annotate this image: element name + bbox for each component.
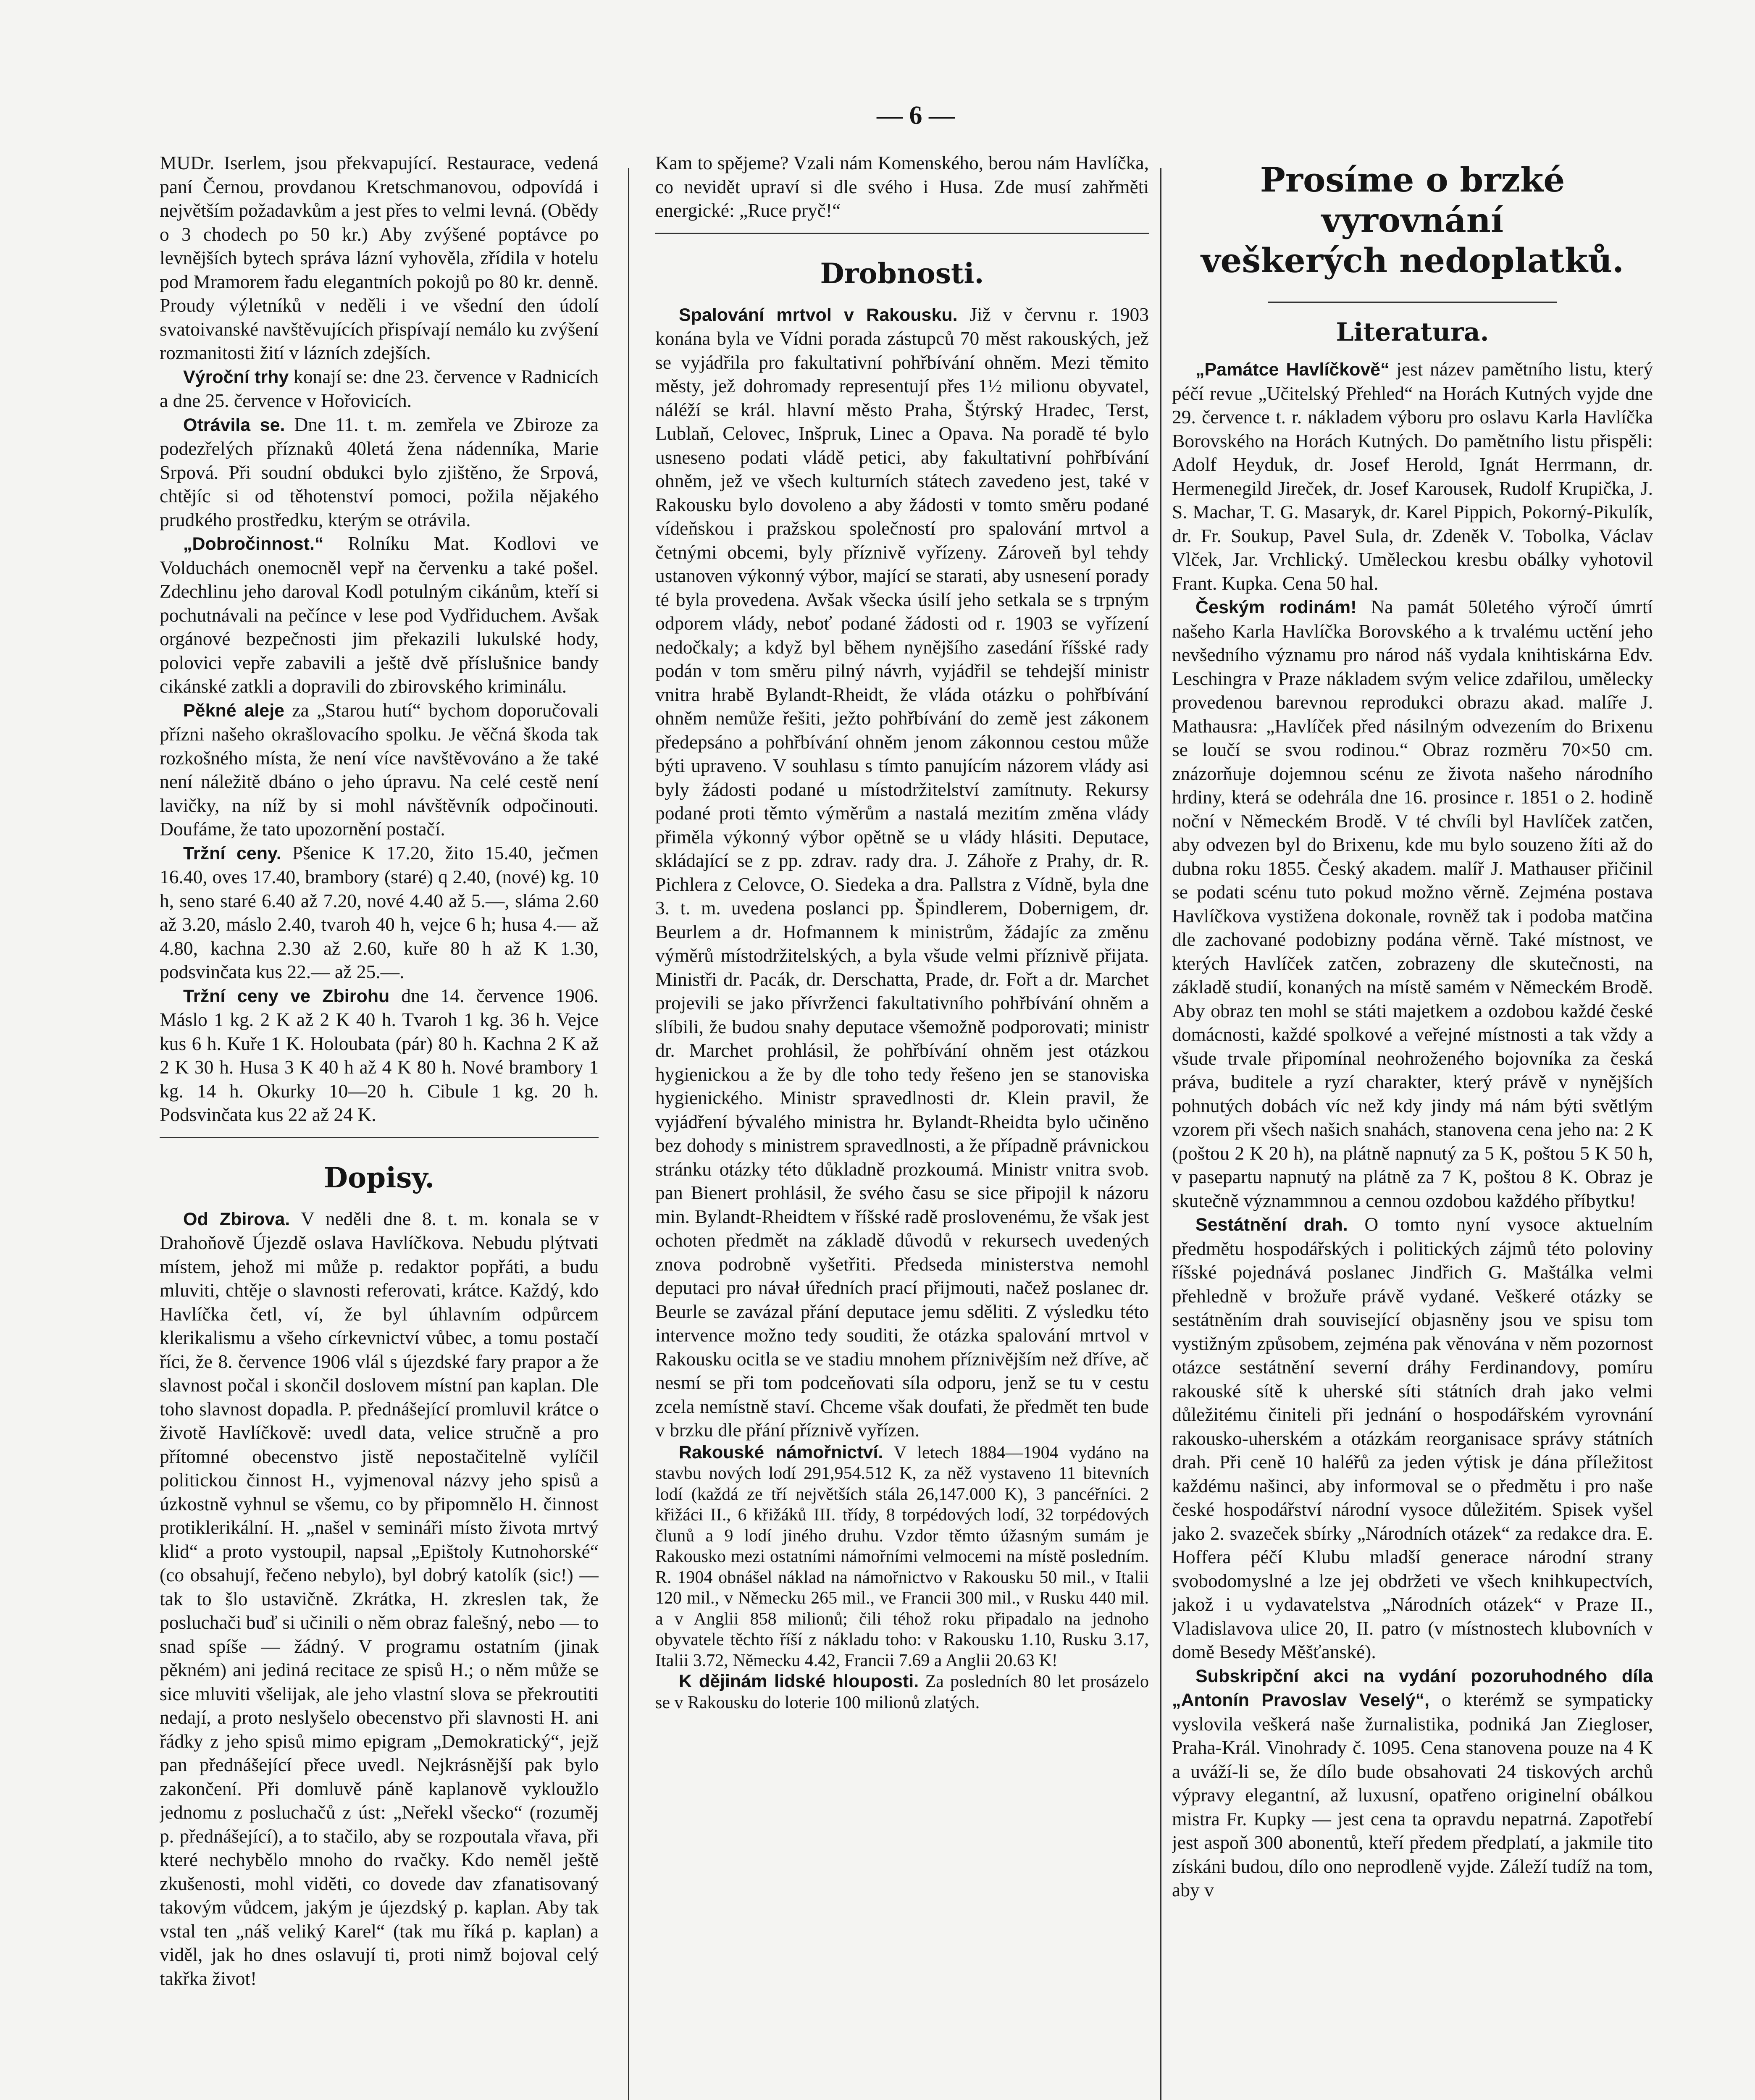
notice-headline-line2: veškerých nedoplatků. — [1201, 241, 1624, 280]
article-body: za „Starou hutí“ bychom doporučovali přízni našeho okrašlovacího spolku. Je věčná škoda tak rozkošného místa, že není více navštěvováno a že také není náležitě dbáno o jeho úpravu. Na celé cestě není lavičky, na níž by si mohl návštěvník odpočinouti. Doufáme, že tato upozornění postačí. — [160, 699, 599, 840]
article-body: Rolníku Mat. Kodlovi ve Volduchách onemocněl vepř na červenku a také pošel. Zdechlinu jeho daroval Kodl potulným cikánům, kteří si pochutnávali na pečínce v lese pod Vydřiduchem. Avšak orgánové bezpečnosti jim překazili lukulské hody, polovici vepře zabavili a ještě dvě příslušnice bandy cikánské zatkli a dopravili do zbirovského kriminálu. — [160, 533, 599, 697]
article-body: o kterémž se sympaticky vyslovila veškerá naše žurnalistika, podniká Jan Ziegloser, Praha-Král. Vinohrady č. 1095. Cena stanovena pouze na 4 K a uváží-li se, že dílo bude obsahovati 24 tiskových archů výpravy elegantní, až luxusní, opatřeno originelní obálkou mistra Fr. Kupky — jest cena ta opravdu nepatrná. Zapotřebí jest aspoň 300 abonentů, kteří předem předplatí, a jakmile tito získáni budou, dílo ono neprodleně vyjde. Záleží tudíž na tom, aby v — [1172, 1689, 1653, 1900]
article-body: jest název pamětního listu, který péčí revue „Učitelský Přehled“ na Horách Kutných vyjde dne 29. července t. r. nákladem výboru pro oslavu Karla Havlíčka Borovského na Horách Kutných. Do pamětního listu přispěli: Adolf Heyduk, dr. Josef Herold, Ignát Herrmann, dr. Hermenegild Jireček, dr. Josef Karousek, Rudolf Krupička, J. S. Machar, T. G. Masaryk, dr. Karel Pippich, Pokorný-Pikulík, dr. Fr. Soukup, Pavel Sula, dr. Zdeněk V. Tobolka, Václav Vlček, Jar. Vrchlický. Uměleckou kresbu obálky vyhotovil Frant. Kupka. Cena 50 hal. — [1172, 358, 1653, 594]
article-trzni-ceny — [160, 841, 599, 984]
notice-headline — [1172, 160, 1653, 281]
article-lead: Rakouské námořnictví. — [679, 1442, 883, 1462]
article-lead: Pěkné aleje — [183, 700, 285, 721]
article-sestatneni-drah — [1172, 1213, 1653, 1664]
article-restaurace: MUDr. Iserlem, jsou překvapující. Restaurace, vedená paní Černou, provdanou Kretschmanovou, odpovídá i největším požadavkům a jest přes to velmi levná. (Obědy o 3 chodech po 50 kr.) Aby zvýšené poptávce po levnějších bytech správa lázní vyhověla, zřídila v hotelu pod Mramorem řadu elegantních pokojů po 80 kr. denně. Proudy výletníků v neděli i ve všední den údolí svatoivanské navštěvujících přispívají nemálo ku zvýšení rozmanitosti žití v lázních zdejších. — [160, 152, 599, 363]
article-lead: „Dobročinnost.“ — [183, 534, 324, 554]
article-body: V letech 1884—1904 vydáno na stavbu nových lodí 291,954.512 K, za něž vystaveno 11 bitevních lodí (každá ze tří největších stála 26,147.000 K), 3 pancéřníci. 2 křižáci II., 6 křižáků III. třídy, 8 torpédových lodí, 32 torpédových člunů a 9 lodí jiného druhu. Vzdor těmto úžasným sumám je Rakousko mezi ostatními námořními velmocemi na místě posledním. R. 1904 obnášel náklad na námořnictvo v Rakousku 50 mil., v Italii 120 mil., v Německu 265 mil., ve Francii 300 mil., v Rusku 440 mil. a v Anglii 858 milionů; čili téhož roku připadalo na jednoho obyvatele těchto říší z nákladu toho: v Rakousku 1.10, Rusku 3.17, Italii 3.72, Německu 4.42, Francii 7.69 a Anglii 20.63 K! — [655, 1443, 1149, 1670]
article-lead: Sestátnění drah. — [1195, 1215, 1348, 1235]
article-lead: Českým rodinám! — [1195, 597, 1357, 617]
section-divider — [655, 233, 1149, 234]
page-number: — 6 — — [877, 101, 955, 130]
article-subskripcni-akce — [1172, 1664, 1653, 1902]
article-trzni-ceny-zbiroh — [160, 984, 599, 1127]
section-heading-dopisy: Dopisy. — [323, 1161, 435, 1194]
article-lead: Od Zbirova. — [183, 1209, 290, 1229]
article-body: Na památ 50letého výročí úmrtí našeho Karla Havlíčka Borovského a k trvalému uctění jeho nevšedního významu pro národ náš vydala knihtiskárna Edv. Leschingra v Praze nákladem svým velice zdařilou, umělecky provedenou barevnou reprodukci obrazu akad. malíře J. Mathausra: „Havlíček před násilným odvezením do Brixenu se loučí se svou rodinou.“ Obraz rozměru 70×50 cm. znázorňuje dojemnou scénu ze života našeho národního hrdiny, která se odehrála dne 16. prosince r. 1851 o 2. hodině noční v Německém Brodě. V té chvíli byl Havlíček zatčen, aby odvezen byl do Brixenu, kde mu bylo souzeno žíti až do dubna roku 1855. Český akadem. malíř J. Mathauser přičinil se podati scénu tuto pokud možno věrně. Zejména postava Havlíčkova vystižena dokonale, rovněž tak i podoba matčina dle zachované podobizny podána věrně. Také místnost, ve kterých Havlíček zatčen, zobrazeny dle skutečnosti, na základě studií, konaných na místě samém v Německém Brodě. Aby obraz ten mohl se státi majetkem a ozdobou každé české domácnosti, každé spolkové a veřejné místnosti a tak vždy a všude trvale připomínal neohroženého bojovníka za česká práva, buditele a ryzí charakter, který právě v nynějších pohnutých dobách víc než kdy jindy má nám býti světlým vzorem při všech našich snahách, stanovena cena jeho na: 2 K (poštou 2 K 20 h), na plátně napnutý za 5 K, poštou 5 K 50 h, v pasepartu napnutý na plátně za 7 K, poštou 8 K. Obraz je skutečně význammnou a cennou ozdobou každého příbytku! — [1172, 596, 1653, 1211]
article-body: dne 14. července 1906. Máslo 1 kg. 2 K až 2 K 40 h. Tvaroh 1 kg. 36 h. Vejce kus 6 h. Kuře 1 K. Holoubata (pár) 80 h. Kachna 2 K až 2 K 30 h. Husa 3 K 40 h až 4 K 80 h. Nové brambory 1 kg. 14 h. Okurky 10—20 h. Cibule 1 kg. 20 h. Podsvinčata kus 22 až 24 K. — [160, 984, 599, 1125]
article-body: Pšenice K 17.20, žito 15.40, ječmen 16.40, oves 17.40, brambory (staré) q 2.40, (nové) kg. 10 h, seno staré 6.40 až 7.20, nové 4.40 až 5.—, sláma 2.60 až 3.20, máslo 2.40, tvaroh 40 h, vejce 6 h; husa 4.— až 4.80, kachna 2.30 až 2.60, kuře 80 h až K 1.30, podsvinčata kus 22.— až 25.—. — [160, 842, 599, 982]
column-middle — [655, 151, 1149, 2100]
section-heading-drobnosti: Drobnosti. — [820, 257, 984, 290]
article-pekne-aleje — [160, 698, 599, 841]
article-lead: Spalování mrtvol v Rakousku. — [679, 304, 958, 325]
article-lead: Výroční trhy — [183, 367, 289, 387]
article-body: konají se: dne 23. července v Radnicích a dne 25. července v Hořovicích. — [160, 365, 599, 411]
article-lead: Subskripční akci na vydání pozoruhodného díla „Antonín Pravoslav Veselý“, — [1172, 1666, 1653, 1710]
article-body: Za posledních 80 let prosázelo se v Rakousku do loterie 100 milionů zlatých. — [655, 1672, 1149, 1712]
column-divider-left — [628, 168, 629, 2100]
article-lead: Tržní ceny ve Zbirohu — [183, 986, 390, 1006]
article-pamatce-havlickove — [1172, 357, 1653, 595]
section-divider — [160, 1137, 599, 1138]
article-dobrocinnost — [160, 532, 599, 698]
article-lead: „Památce Havlíčkově“ — [1195, 360, 1390, 380]
article-otravila-se — [160, 413, 599, 532]
article-lead: Tržní ceny. — [183, 843, 281, 864]
article-rakouske-namornictvi — [655, 1442, 1149, 1672]
section-divider — [1268, 302, 1557, 303]
article-ceskym-rodinam — [1172, 595, 1653, 1213]
column-left — [160, 151, 599, 2100]
article-vyrocni-trhy — [160, 365, 599, 413]
article-body: V neděli dne 8. t. m. konala se v Drahoňově Újezdě oslava Havlíčkova. Nebudu plýtvati místem, jehož mi může p. redaktor popřáti, a budu mluviti, chtěje o slavnosti referovati, krátce. Každý, kdo Havlíčka četl, ví, že byl úhlavním odpůrcem klerikalismu a všeho církevnictví vůbec, a tomu postačí říci, že 8. července 1906 vlál s újezdské fary prapor a že slavnost počal i skončil doslovem místní pan kaplan. Dle toho slavnost dopadla. P. přednášející promluvil krátce o životě Havlíčkově: uvedl data, velice stručně a pro přítomné obecenstvo jistě nepostačitelně vylíčil politickou činnost H., vyjmenoval názvy jeho spisů a úzkostně vyhnul se všemu, co by připomnělo H. činnost protiklerikální. H. „našel v semináři místo života mrtvý klid“ a proto vystoupil, napsal „Epištoly Kutnohorské“ (co obsahují, řečeno nebylo), byl dobrý katolík (sic!) — tak to šlo ustavičně. Zkrátka, H. zkreslen tak, že posluchači buď si učinili o něm obraz falešný, nebo — to snad spíše — žádný. V programu ostatním (jinak pěkném) ani jediná recitace ze spisů H.; o něm může se sice mluviti všelijak, ale jeho vlastní slova se překroutiti nedají, a proto neslyšelo obecenstvo při slavnosti H. ani řádky z jeho spisů mimo epigram „Demokratický“, jejž pan přednášející přece uvedl. Nejkrásnější pak bylo zakončení. Při domluvě páně kaplanově vykloužlo jednomu z posluchačů z úst: „Neřekl všecko“ (rozuměj p. přednášející), a to stačilo, aby se rozpoutala vřava, při které nechybělo mnoho do rvačky. Kdo neměl ještě zkušenosti, mohl viděti, co dovede dav zfanatisovaný takovým vůdcem, jakým je újezdský p. kaplan. Aby tak vstal ten „náš veliký Karel“ (tak mu říká p. kaplan) a viděl, jak ho dnes oslavují ti, proti nimž bojoval celý takřka život! — [160, 1208, 599, 1989]
article-body: Již v červnu r. 1903 konána byla ve Vídni porada zástupců 70 měst rakouských, jež se vyjádřila pro fakultativní pohřbívání ohněm. Mezi těmito městy, jež dohromady representují přes 1½ milionu obyvatel, náléží se král. hlavní město Praha, Štýrský Hradec, Terst, Lublaň, Celovec, Inšpruk, Linec a Opava. Na poradě té bylo usneseno podati vládě petici, aby fakultativní pohřbívání ohněm, jež ve všech kulturních státech zavedeno jest, také v Rakousku bylo dovoleno a aby žádosti v tomto směru podané vídeňskou i pražskou společností pro spalování mrtvol a četnými obcemi, byly příznivě vyřízeny. Zároveň byl tehdy ustanoven výkonný výbor, mající se starati, aby usnesení porady té byla provedena. Avšak všecka úsilí jeho setkala se s trpným odporem vlády, neboť podané žádosti od r. 1903 se vyřízení nedočkaly; a když byl během nynějšího zasedání říšské rady podán v tom směru pilný návrh, vyjádřil se tehdejší ministr vnitra hrabě Bylandt-Rheidt, že vláda otázku o pohřbívání ohněm nemůže řešiti, ježto pohřbívání do země jest zákonem předepsáno a pohřbívání ohněm jenom zákonnou cestou může býti upraveno. V souhlasu s tímto panujícím názorem vlády asi byly žádosti podané u místodržitelství zamítnuty. Rekursy podané proti těmto výměrům a nastalá mezitím změna vlády přiměla výkonný výbor opětně se u vlády hlásiti. Deputace, skládající se z pp. zdrav. rady dra. J. Záhoře z Prahy, dr. R. Pichlera z Celovce, O. Siedeka a dra. Pallstra z Vídně, byla dne 3. t. m. uvedena poslanci pp. Špindlerem, Dobernigem, dr. Beurlem a dr. Hofmannem k ministrům, žádajíc za změnu výměrů místodržitelských, a byla všude velmi příznivě přijata. Ministři dr. Pacák, dr. Derschatta, Prade, dr. Fořt a dr. Marchet projevili se jako přívrženci fakultativního pohřbívání ohněm a slíbili, že budou snahy deputace všemožně podporovati; ministr dr. Marchet prohlásil, že pohřbívání ohněm jest otázkou hygienickou a že by dle toho tedy řešeno jen se stanoviska hygienického. Ministr spravedlnosti dr. Klein pravil, že vyjádření bývalého ministra hr. Bylandt-Rheidta bylo učiněno bez dohody s ministrem spravedlnosti, a že případně právnickou stránku otázky této důkladně prozkoumá. Ministr vnitra svob. pan Bienert prohlásil, že svého času se sice připojil k názoru min. Bylandt-Rheidtem v říšské radě proslovenému, že však jest ochoten předmět na základě důvodů v rekursech uvedených znova podrobně vyšetřiti. Předseda ministerstva nemohl deputaci pro návał úředních prací přijmouti, načež poslanec dr. Beurle se zavázal přání deputace jemu sděliti. Z výsledku této intervence možno tedy souditi, že otázka spalování mrtvol v Rakousku ocitla se ve stadiu mnohem příznivějším než dříve, ač nesmí se při tom podceňovati síla odporu, jenž se tu v cestu zcela nemístně staví. Chceme však doufati, že předmět ten bude v brzku dle přání příznivě vyřízen. — [655, 303, 1149, 1441]
notice-headline-line1: Prosíme o brzké vyrovnání — [1260, 160, 1565, 240]
article-lead: Otrávila se. — [183, 415, 285, 435]
article-lead: K dějinám lidské hlouposti. — [679, 1671, 919, 1691]
article-kam-to-spejeme: Kam to spějeme? Vzali nám Komenského, berou nám Havlíčka, co nevidět upraví si dle svého i Husa. Zde musí zahřměti energické: „Ruce pryč!“ — [655, 152, 1149, 221]
column-right — [1172, 151, 1653, 2100]
article-od-zbirova — [160, 1207, 599, 1991]
section-heading-literatura: Literatura. — [1336, 318, 1489, 347]
article-spalovani-mrtvol — [655, 303, 1149, 1442]
article-body: Dne 11. t. m. zemřela ve Zbiroze za podezřelých příznaků 40letá žena nádenníka, Marie Srpová. Při soudní obdukci bylo zjištěno, že Srpová, chtějíc si od těhotenství pomoci, požila nějakého prudkého prostředku, kterým se otrávila. — [160, 413, 599, 530]
article-lidska-hloupost — [655, 1671, 1149, 1713]
article-body: O tomto nyní vysoce aktuelním předmětu hospodářských i politických zájmů této poloviny říšské pojednává poslanec Jindřich G. Maštálka velmi přehledně v brožuře právě vydané. Veškeré otázky se sestátněním drah související objasněny jsou ve spisu tom vystižným způsobem, zejména pak věnována v něm pozornost otázce sestátnění severní dráhy Ferdinandovy, pomíru rakouské sítě k uherské síti státních drah jako velmi důležitému činiteli při jednání o hospodářském vyrovnání rakousko-uherském a otázkám reorganisace správy státních drah. Při ceně 10 haléřů za jeden výtisk je dána příležitost každému našinci, aby informoval se o předmětu i pro naše české hospodářství národní vysoce důležitém. Spisek vyšel jako 2. svazeček sbírky „Národních otázek“ za redakce dra. E. Hoffera péčí Klubu mladší generace národní strany svobodomyslné a lze jej obdržeti ve všech knihkupectvích, jakož i u vydavatelstva „Národních otázek“ v Praze II., Vladislavova ulice 20, II. patro (v místnostech klubovních v domě Besedy Měšťanské). — [1172, 1213, 1653, 1662]
column-divider-right — [1160, 168, 1161, 2100]
